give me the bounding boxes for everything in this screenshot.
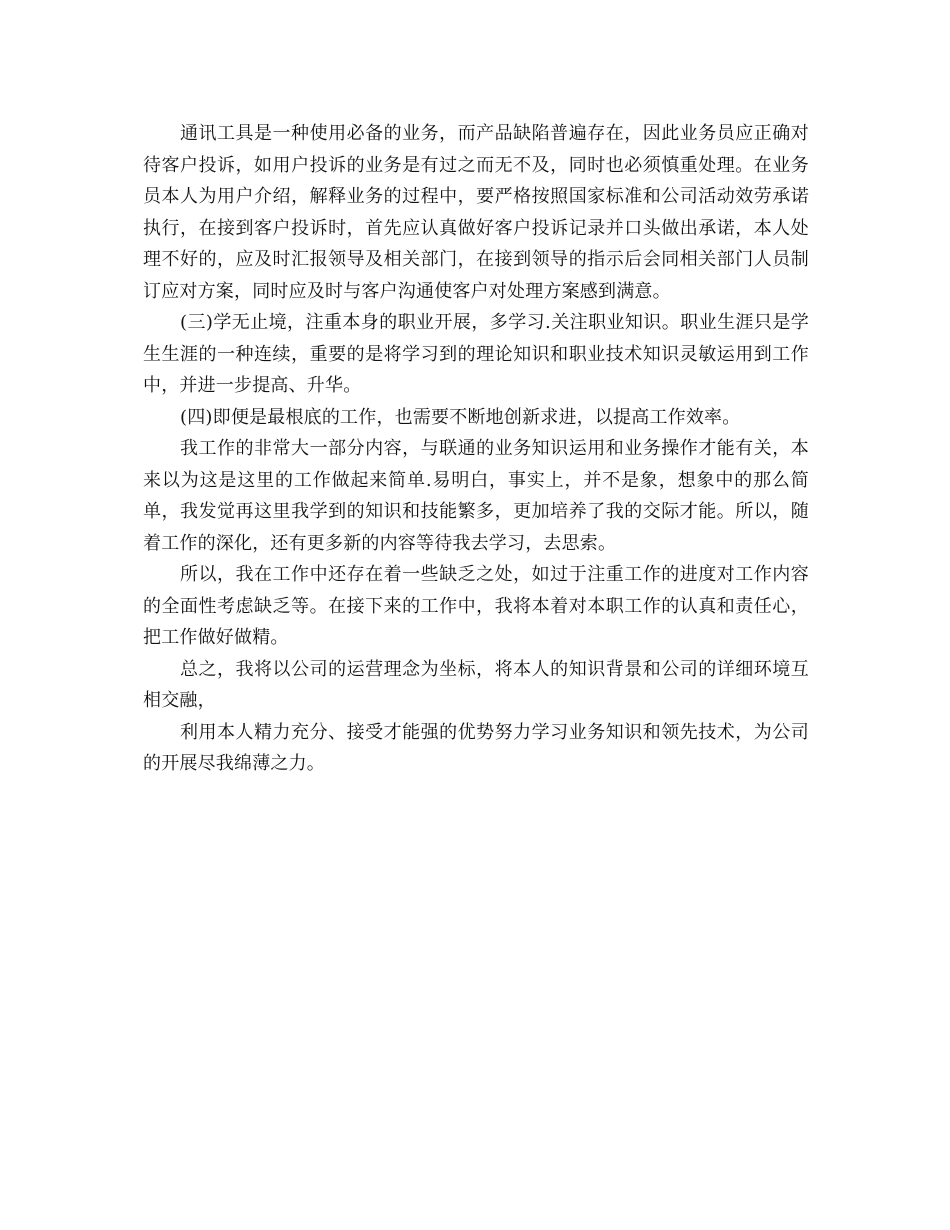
paragraph-closing: 利用本人精力充分、接受才能强的优势努力学习业务知识和领先技术，为公司的开展尽我绵薄之力。 <box>143 721 809 774</box>
paragraph-innovation: (四)即便是最根底的工作，也需要不断地创新求进，以提高工作效率。 <box>180 406 741 428</box>
paragraph-complaint-handling: 通讯工具是一种使用必备的业务，而产品缺陷普遍存在，因此业务员应正确对待客户投诉，如用户投诉的业务是有过之而无不及，同时也必须慎重处理。在业务员本人为用户介绍，解释业务的过程中，要严格按照国家标准和公司活动效劳承诺执行，在接到客户投诉时，首先应认真做好客户投诉记录并口头做出承诺，本人处理不好的，应及时汇报领导及相关部门，在接到领导的指示后会同相关部门人员制订应对方案，同时应及时与客户沟通使客户对处理方案感到满意。 <box>143 123 809 302</box>
paragraph-shortcomings: 所以，我在工作中还存在着一些缺乏之处，如过于注重工作的进度对工作内容的全面性考虑缺乏等。在接下来的工作中，我将本着对本职工作的认真和责任心，把工作做好做精。 <box>143 564 809 648</box>
paragraph-continuous-learning: (三)学无止境，注重本身的职业开展，多学习.关注职业知识。职业生涯只是学生生涯的一种连续，重要的是将学习到的理论知识和职业技术知识灵敏运用到工作中，并进一步提高、升华。 <box>143 312 809 396</box>
paragraph-conclusion: 总之，我将以公司的运营理念为坐标，将本人的知识背景和公司的详细环境互相交融， <box>143 658 809 711</box>
document-body <box>143 118 809 780</box>
paragraph-work-content: 我工作的非常大一部分内容，与联通的业务知识运用和业务操作才能有关，本来以为这是这里的工作做起来简单.易明白，事实上，并不是象，想象中的那么简单，我发觉再这里我学到的知识和技能繁多，更加培养了我的交际才能。所以，随着工作的深化，还有更多新的内容等待我去学习，去思索。 <box>143 438 809 554</box>
